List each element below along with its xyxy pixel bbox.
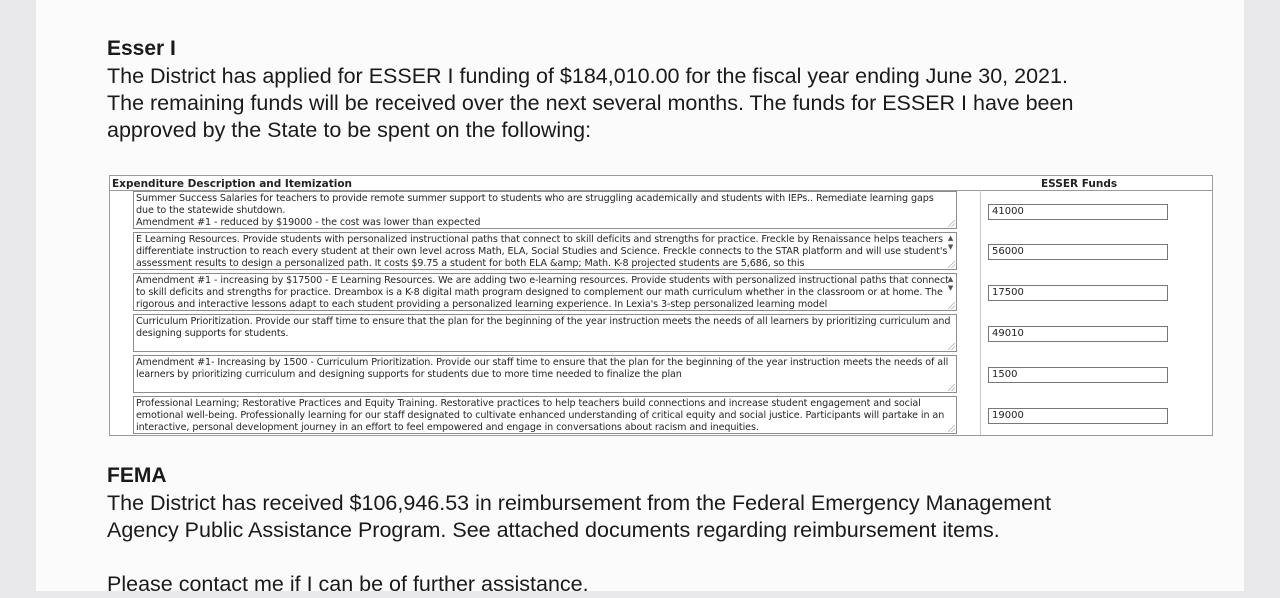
funds-input[interactable]: 19000	[988, 408, 1168, 424]
description-text: Summer Success Salaries for teachers to provide remote summer support to students who are struggling academically and students with IEPs.. Remediate learning gaps due to the statewide shutdown. Amendment #1 - reduced by $19000 - the cost was lower than expected	[136, 193, 934, 229]
description-textarea[interactable]	[133, 314, 957, 352]
funds-input[interactable]: 56000	[988, 244, 1168, 260]
description-text: E Learning Resources. Provide students with personalized instructional paths that connect to skill deficits and strengths for practice. Freckle by Renaissance helps teachers differentiate instruction to reach every student at their own level across Math, ELA, Social Studies and Science. Freckle connects to the STAR platform and will use student's assessment results to design a personalized path. It costs $9.75 a student for both ELA &amp; Math. K-8 projected students are 5,686, so this	[136, 234, 948, 270]
fema-line-2: Agency Public Assistance Program. See attached documents regarding reimbursement items.	[107, 518, 1000, 542]
description-text: Professional Learning; Restorative Practices and Equity Training. Restorative practices to help teachers build connections and increase student engagement and social emotional well-being. Professionally learning for our staff designated to cultivate enhanced understanding of critical equity and social justice. Participants will partake in an interactive, personal development journey in an effort to feel empowered and engage in conversations about racism and inequities.	[136, 398, 945, 434]
resize-handle-icon[interactable]	[948, 343, 955, 350]
funds-input[interactable]: 1500	[988, 367, 1168, 383]
description-textarea[interactable]	[133, 232, 957, 270]
funds-input[interactable]: 49010	[988, 326, 1168, 342]
table-row	[110, 272, 1212, 312]
table-row	[110, 354, 1212, 394]
fema-line-1: The District has received $106,946.53 in reimbursement from the Federal Emergency Management	[107, 491, 1052, 515]
table-row	[110, 395, 1212, 435]
description-textarea[interactable]	[133, 191, 957, 229]
resize-handle-icon[interactable]	[948, 384, 955, 391]
fema-heading: FEMA	[107, 464, 167, 487]
fema-paragraph	[107, 490, 1207, 544]
scroll-arrows-icon[interactable]: ▲ ▼	[947, 234, 954, 251]
funds-input[interactable]: 41000	[988, 204, 1168, 220]
resize-handle-icon[interactable]	[948, 425, 955, 432]
esser-heading: Esser I	[107, 37, 176, 60]
esser-paragraph	[107, 63, 1207, 144]
table-row	[110, 313, 1212, 353]
description-textarea[interactable]	[133, 273, 957, 311]
esser-line-1: The District has applied for ESSER I funding of $184,010.00 for the fiscal year ending June 30, 2021.	[107, 64, 1068, 88]
table-row	[110, 231, 1212, 271]
description-textarea[interactable]	[133, 396, 957, 434]
resize-handle-icon[interactable]	[948, 261, 955, 268]
description-text: Amendment #1- Increasing by 1500 - Curriculum Prioritization. Provide our staff time to ensure that the plan for the beginning of the year instruction meets the needs of all learners by prioritizing curriculum and designing supports for students due to more time needed to finalize the plan	[136, 357, 949, 381]
col-header-funds: ESSER Funds	[1041, 178, 1118, 190]
table-row	[110, 190, 1212, 230]
col-header-description: Expenditure Description and Itemization	[112, 178, 353, 190]
scroll-arrows-icon[interactable]: ▲ ▼	[947, 275, 954, 292]
resize-handle-icon[interactable]	[948, 302, 955, 309]
document-page	[36, 0, 1244, 596]
funds-input[interactable]: 17500	[988, 285, 1168, 301]
esser-line-3: approved by the State to be spent on the following:	[107, 118, 592, 142]
esser-line-2: The remaining funds will be received over the next several months. The funds for ESSER I have been	[107, 91, 1074, 115]
description-textarea[interactable]	[133, 355, 957, 393]
expenditure-table	[109, 175, 1213, 436]
resize-handle-icon[interactable]	[948, 220, 955, 227]
closing-line: Please contact me if I can be of further assistance.	[107, 572, 589, 596]
description-text: Curriculum Prioritization. Provide our staff time to ensure that the plan for the beginning of the year instruction meets the needs of all learners by prioritizing curriculum and designing supports for students.	[136, 316, 951, 340]
description-text: Amendment #1 - increasing by $17500 - E Learning Resources. We are adding two e-learning resources. Provide students with personalized instructional paths that connect to skill deficits and strengths for practice. Dreambox is a K-8 digital math program designed to complement our math curriculum whether in the classroom or at home. The rigorous and interactive lessons adapt to each student providing a personalized learning experience. In Lexia's 3-step personalized learning model	[136, 275, 949, 311]
